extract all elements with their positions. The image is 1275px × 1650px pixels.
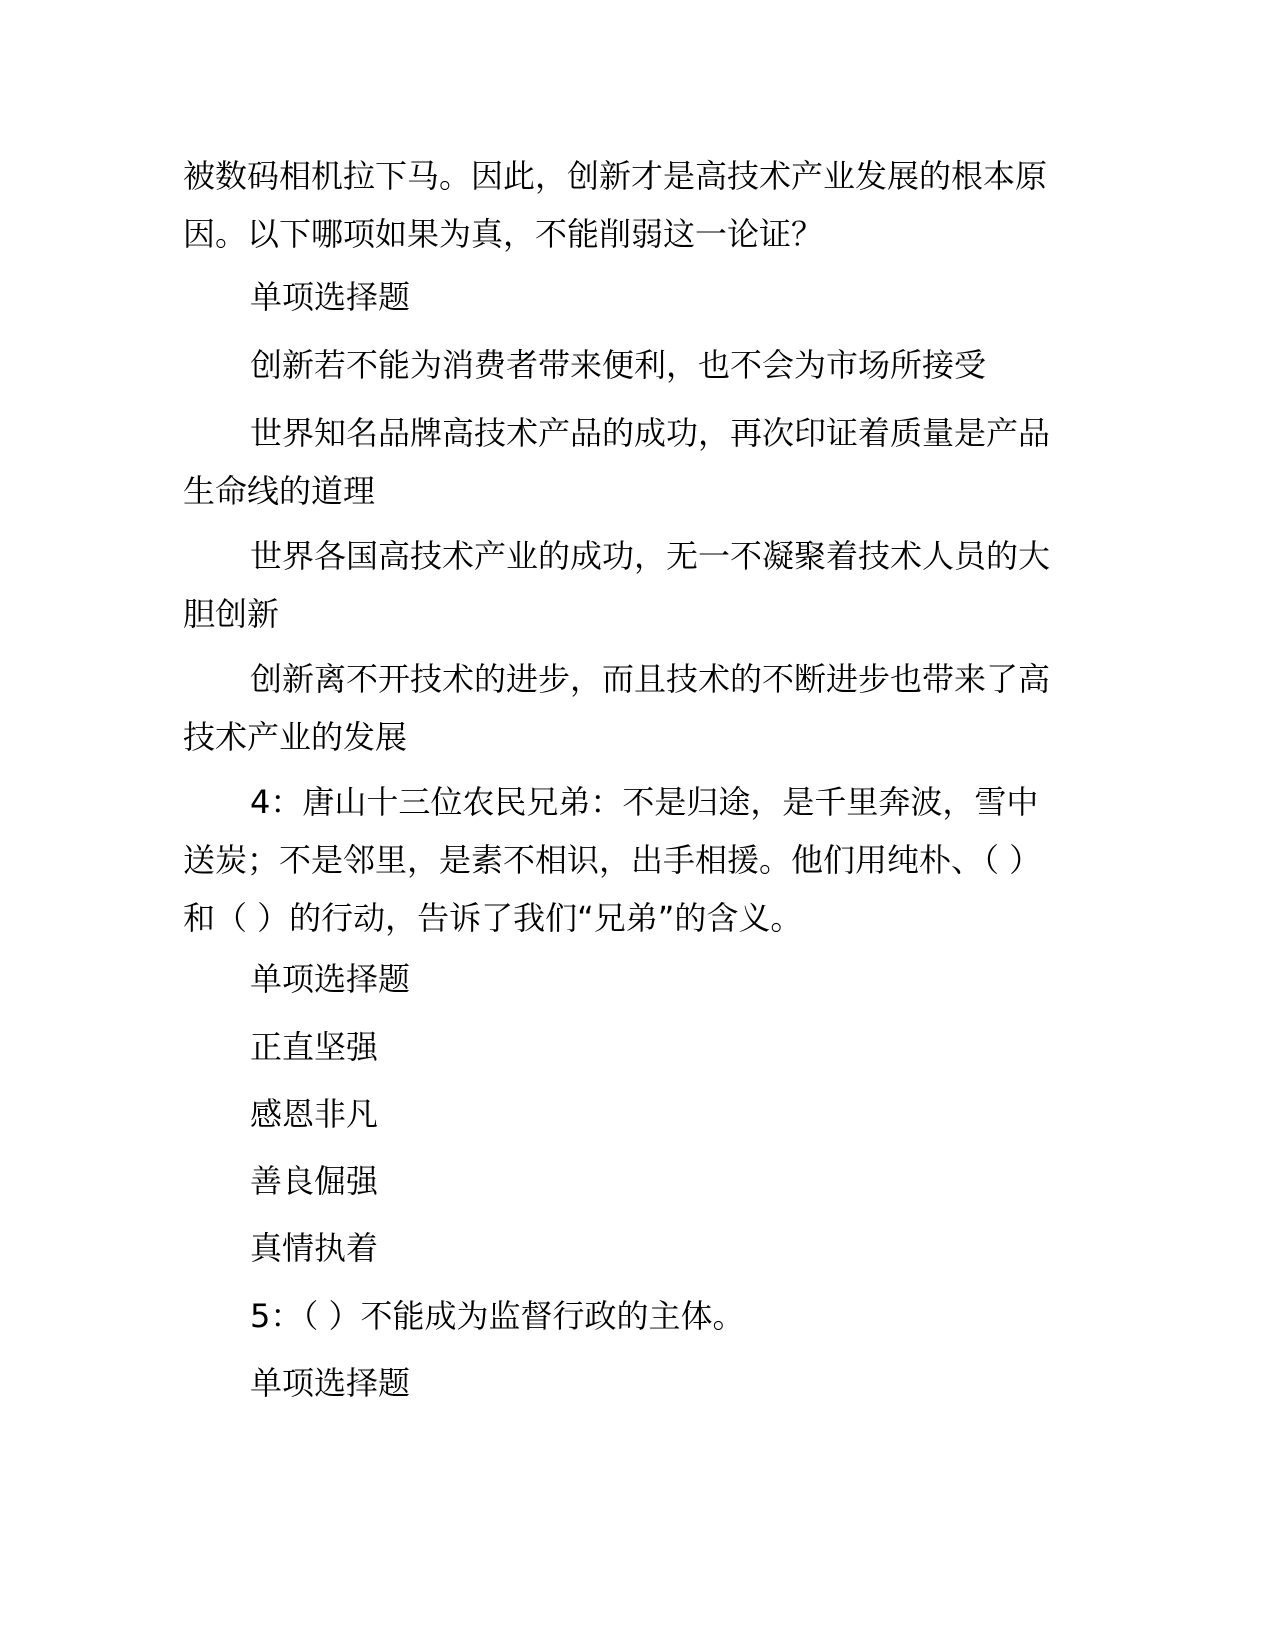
text-line: 送炭；不是邻里，是素不相识，出手相援。他们用纯朴、（ ） — [183, 841, 1042, 879]
text-line: 世界知名品牌高技术产品的成功，再次印证着质量是产品 — [250, 414, 1051, 452]
text-line: 单项选择题 — [250, 278, 411, 316]
text-line: 单项选择题 — [250, 1364, 411, 1402]
question-4-stem — [183, 773, 1103, 947]
question-4-option-d — [183, 1219, 1103, 1277]
text-line: 真情执着 — [250, 1229, 379, 1267]
question-4-option-b — [183, 1085, 1103, 1143]
text-line: 5：（ ）不能成为监督行政的主体。 — [250, 1297, 745, 1335]
text-line: 生命线的道理 — [183, 472, 376, 510]
text-line: 感恩非凡 — [250, 1095, 379, 1133]
question-3-stem — [183, 147, 1103, 263]
text-line: 世界各国高技术产业的成功，无一不凝聚着技术人员的大 — [250, 537, 1051, 575]
question-3-option-a — [183, 336, 1103, 394]
text-line: 和（ ）的行动，告诉了我们“兄弟”的含义。 — [183, 899, 803, 937]
text-line: 技术产业的发展 — [183, 718, 408, 756]
question-3-option-c — [183, 527, 1103, 643]
question-5-stem — [183, 1287, 1103, 1345]
text-line: 创新若不能为消费者带来便利，也不会为市场所接受 — [250, 346, 987, 384]
text-line: 被数码相机拉下马。因此，创新才是高技术产业发展的根本原 — [183, 157, 1048, 195]
text-line: 单项选择题 — [250, 960, 411, 998]
text-line: 4：唐山十三位农民兄弟：不是归途，是千里奔波，雪中 — [250, 783, 1039, 821]
text-line: 善良倔强 — [250, 1162, 379, 1200]
question-4-type — [183, 950, 1103, 1008]
question-4-option-a — [183, 1018, 1103, 1076]
text-line: 因。以下哪项如果为真，不能削弱这一论证？ — [183, 215, 824, 253]
question-5-type — [183, 1354, 1103, 1412]
question-3-option-d — [183, 650, 1103, 766]
text-line: 创新离不开技术的进步，而且技术的不断进步也带来了高 — [250, 660, 1051, 698]
question-3-type — [183, 268, 1103, 326]
text-line: 正直坚强 — [250, 1028, 379, 1066]
text-line: 胆创新 — [183, 595, 280, 633]
question-4-option-c — [183, 1152, 1103, 1210]
question-3-option-b — [183, 404, 1103, 520]
